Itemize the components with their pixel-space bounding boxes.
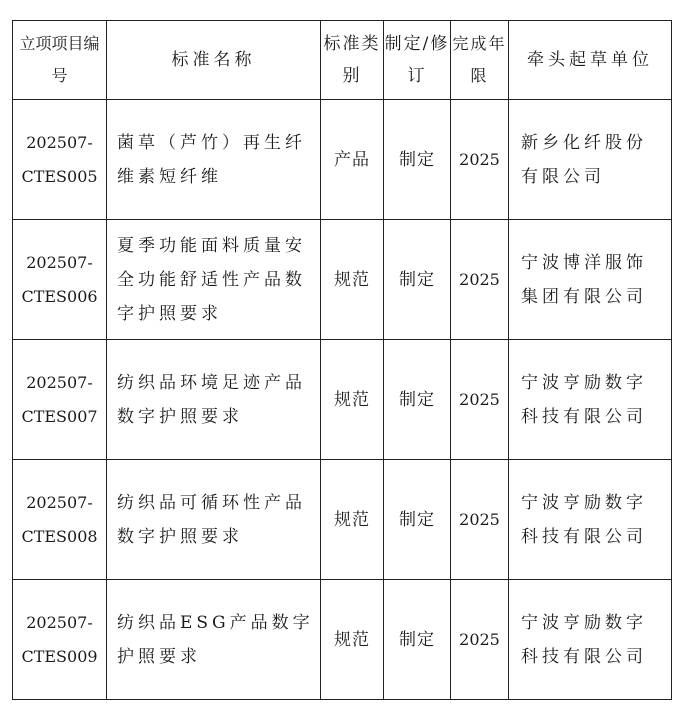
table-row [13,580,672,700]
revision-cell: 制定 [384,220,451,340]
lead-organization-cell: 宁波亨励数字科技有限公司 [509,580,672,700]
revision-cell: 制定 [384,460,451,580]
project-id-cell [13,460,107,580]
table-header-row [13,21,672,100]
table-row [13,340,672,460]
revision-cell: 制定 [384,340,451,460]
standard-type-cell: 规范 [321,220,384,340]
lead-organization-cell: 宁波博洋服饰集团有限公司 [509,220,672,340]
table-row [13,100,672,220]
standard-name-cell: 纺织品可循环性产品数字护照要求 [107,460,321,580]
header-project-id: 立项项目编号 [13,21,107,100]
completion-year-cell: 2025 [451,580,509,700]
header-standard-type: 标准类别 [321,21,384,100]
revision-cell: 制定 [384,100,451,220]
standard-name-cell: 夏季功能面料质量安全功能舒适性产品数字护照要求 [107,220,321,340]
standard-name-cell: 菌草（芦竹）再生纤维素短纤维 [107,100,321,220]
completion-year-cell: 2025 [451,220,509,340]
table-row [13,220,672,340]
project-id-prefix: 202507- [26,372,93,392]
standards-table [12,20,672,700]
project-id-prefix: 202507- [26,492,93,512]
header-revision: 制定/修订 [384,21,451,100]
completion-year-cell: 2025 [451,460,509,580]
header-standard-name: 标准名称 [107,21,321,100]
standards-table-container [12,20,672,700]
standard-type-cell: 规范 [321,460,384,580]
completion-year-cell: 2025 [451,100,509,220]
project-id-code: CTES005 [21,166,98,186]
header-lead-organization: 牵头起草单位 [509,21,672,100]
revision-cell: 制定 [384,580,451,700]
project-id-prefix: 202507- [26,612,93,632]
lead-organization-cell: 新乡化纤股份有限公司 [509,100,672,220]
project-id-code: CTES007 [21,406,98,426]
project-id-code: CTES009 [21,646,98,666]
project-id-code: CTES008 [21,526,98,546]
standard-name-cell: 纺织品环境足迹产品数字护照要求 [107,340,321,460]
project-id-cell [13,580,107,700]
project-id-cell [13,220,107,340]
completion-year-cell: 2025 [451,340,509,460]
header-completion-year: 完成年限 [451,21,509,100]
lead-organization-cell: 宁波亨励数字科技有限公司 [509,340,672,460]
standard-type-cell: 规范 [321,340,384,460]
table-row [13,460,672,580]
project-id-prefix: 202507- [26,252,93,272]
project-id-prefix: 202507- [26,132,93,152]
lead-organization-cell: 宁波亨励数字科技有限公司 [509,460,672,580]
standard-name-cell: 纺织品ESG产品数字护照要求 [107,580,321,700]
standard-type-cell: 规范 [321,580,384,700]
project-id-cell [13,100,107,220]
project-id-cell [13,340,107,460]
project-id-code: CTES006 [21,286,98,306]
standard-type-cell: 产品 [321,100,384,220]
